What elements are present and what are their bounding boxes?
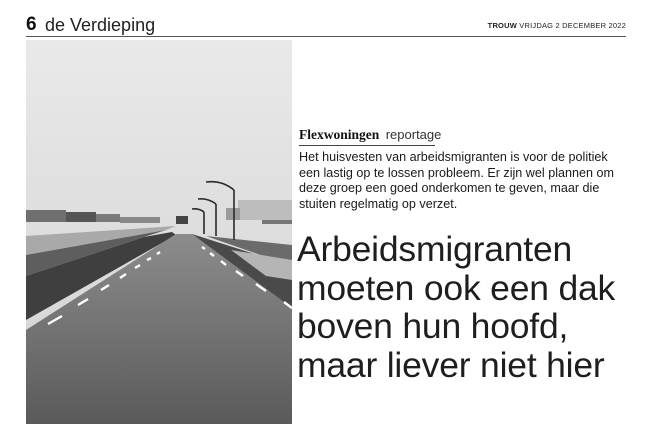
article-type: reportage [385,127,442,142]
article-photo [26,40,292,424]
headline-line: boven hun hoofd, [297,306,569,346]
section-title: de Verdieping [45,15,156,35]
headline-line: moeten ook een dak [297,267,616,308]
publication-line [488,21,626,30]
article-label [299,126,441,146]
publication-name: TROUW [487,21,517,30]
publication-date: VRIJDAG 2 DECEMBER 2022 [519,21,626,30]
headline-line: Arbeidsmigranten [297,229,573,269]
kicker-rule [299,145,435,146]
header-rule [26,36,626,37]
article-headline [297,230,637,384]
article-intro: Het huisvesten van arbeidsmigranten is voor de politiek een lastig op te lossen probleem. Er zijn wel plannen om deze groep een goed onderkomen te geven, maar die stuiten regelmatig op verzet. [299,150,615,211]
page-header [26,10,626,36]
article-kicker: Flexwoningen [299,127,380,142]
headline-line: maar liever niet hier [297,344,605,385]
page-number: 6 [26,14,37,35]
road-photo-illustration [26,40,292,424]
